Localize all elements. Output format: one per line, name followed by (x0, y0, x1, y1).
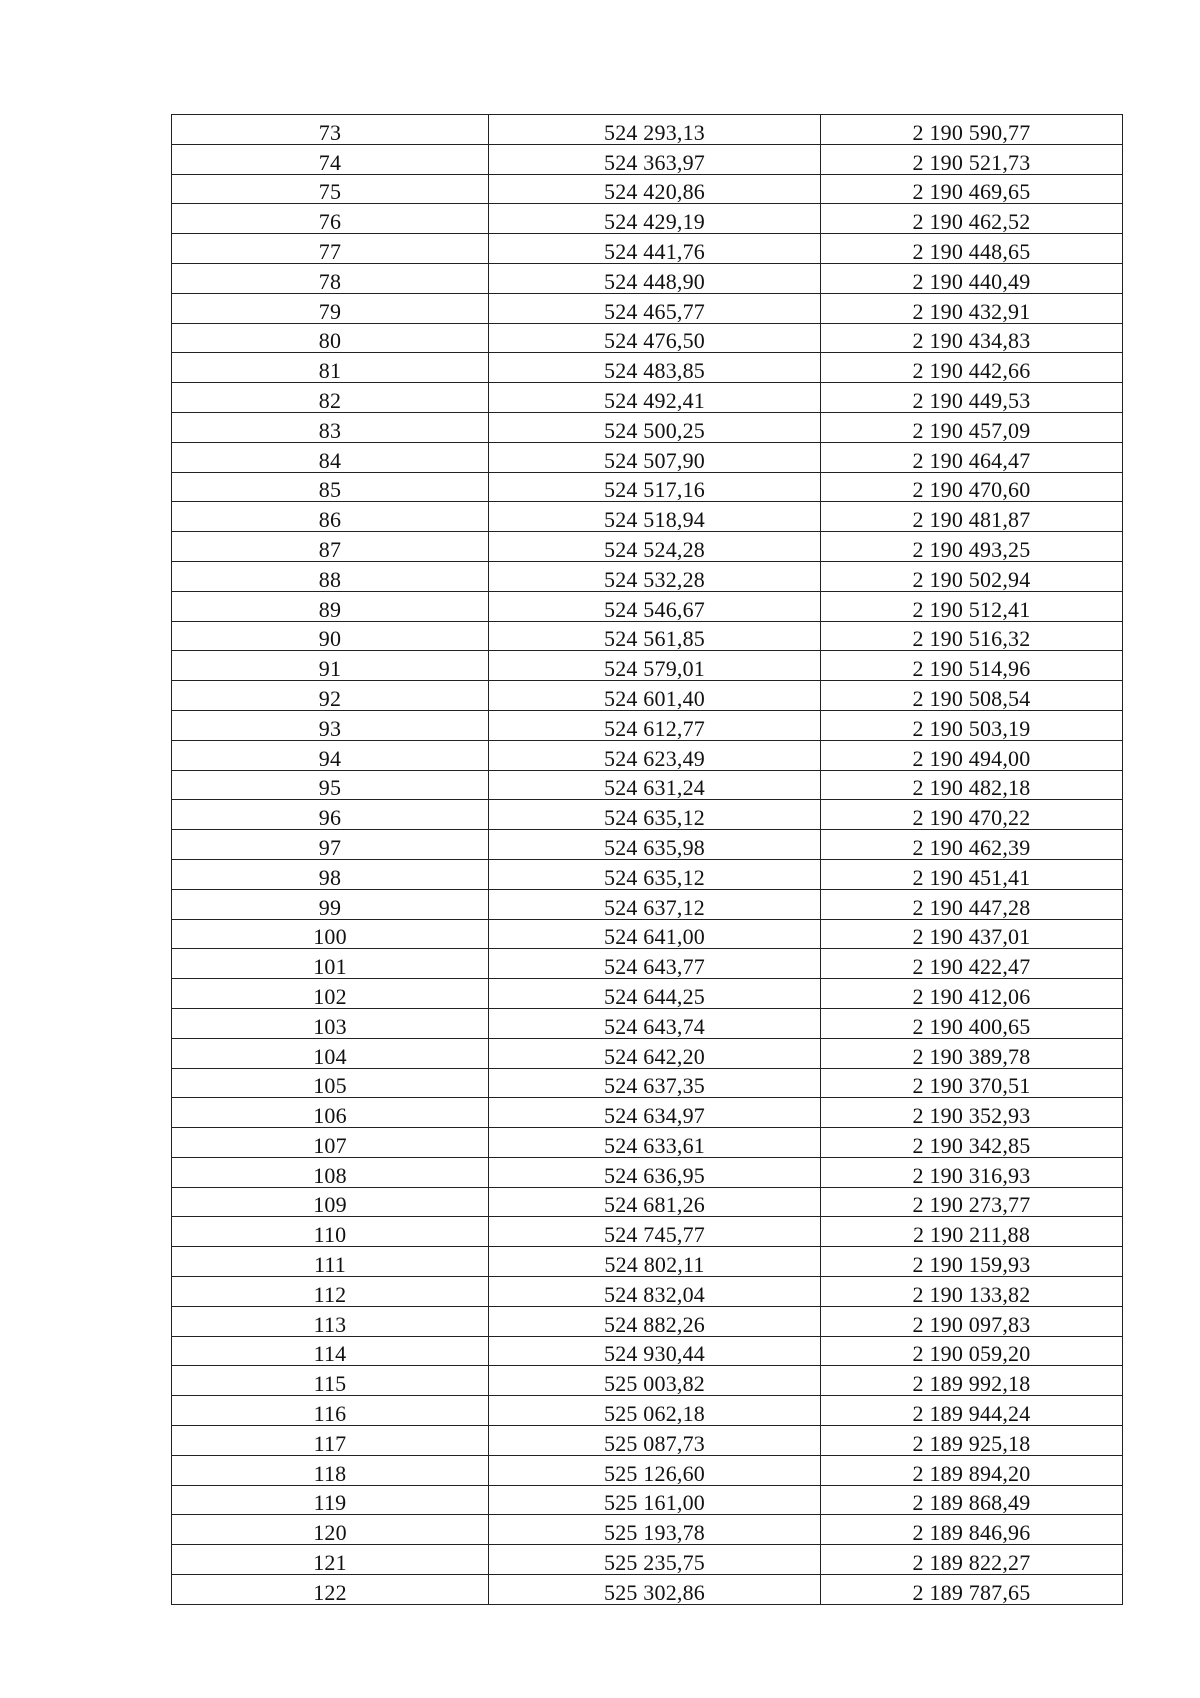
table-row (172, 1396, 1123, 1426)
y-coordinate-cell: 2 190 470,60 (821, 472, 1123, 502)
point-number-cell: 110 (172, 1217, 489, 1247)
table-row (172, 740, 1123, 770)
point-number-cell: 104 (172, 1038, 489, 1068)
point-number-cell: 120 (172, 1515, 489, 1545)
x-coordinate-cell: 524 476,50 (489, 323, 821, 353)
y-coordinate-cell: 2 189 868,49 (821, 1485, 1123, 1515)
y-coordinate-cell: 2 190 437,01 (821, 919, 1123, 949)
x-coordinate-cell: 525 126,60 (489, 1455, 821, 1485)
y-coordinate-cell: 2 190 590,77 (821, 115, 1123, 145)
y-coordinate-cell: 2 189 846,96 (821, 1515, 1123, 1545)
x-coordinate-cell: 524 633,61 (489, 1128, 821, 1158)
table-row (172, 115, 1123, 145)
table-row (172, 412, 1123, 442)
table-row (172, 1426, 1123, 1456)
y-coordinate-cell: 2 190 482,18 (821, 770, 1123, 800)
point-number-cell: 75 (172, 174, 489, 204)
point-number-cell: 106 (172, 1098, 489, 1128)
point-number-cell: 74 (172, 144, 489, 174)
x-coordinate-cell: 524 681,26 (489, 1187, 821, 1217)
y-coordinate-cell: 2 190 440,49 (821, 263, 1123, 293)
point-number-cell: 91 (172, 651, 489, 681)
x-coordinate-cell: 524 641,00 (489, 919, 821, 949)
point-number-cell: 96 (172, 800, 489, 830)
table-row (172, 830, 1123, 860)
point-number-cell: 107 (172, 1128, 489, 1158)
table-row (172, 174, 1123, 204)
y-coordinate-cell: 2 189 894,20 (821, 1455, 1123, 1485)
point-number-cell: 90 (172, 621, 489, 651)
table-row (172, 1575, 1123, 1605)
x-coordinate-cell: 524 293,13 (489, 115, 821, 145)
table-row (172, 1306, 1123, 1336)
x-coordinate-cell: 524 930,44 (489, 1336, 821, 1366)
table-row (172, 263, 1123, 293)
table-row (172, 293, 1123, 323)
table-row (172, 1217, 1123, 1247)
y-coordinate-cell: 2 190 389,78 (821, 1038, 1123, 1068)
x-coordinate-cell: 524 643,74 (489, 1008, 821, 1038)
table-row (172, 1515, 1123, 1545)
x-coordinate-cell: 524 441,76 (489, 234, 821, 264)
y-coordinate-cell: 2 190 494,00 (821, 740, 1123, 770)
x-coordinate-cell: 525 161,00 (489, 1485, 821, 1515)
y-coordinate-cell: 2 190 464,47 (821, 442, 1123, 472)
point-number-cell: 122 (172, 1575, 489, 1605)
table-row (172, 323, 1123, 353)
table-row (172, 621, 1123, 651)
table-row (172, 561, 1123, 591)
point-number-cell: 77 (172, 234, 489, 264)
x-coordinate-cell: 524 546,67 (489, 591, 821, 621)
y-coordinate-cell: 2 190 159,93 (821, 1247, 1123, 1277)
x-coordinate-cell: 524 500,25 (489, 412, 821, 442)
point-number-cell: 99 (172, 889, 489, 919)
point-number-cell: 103 (172, 1008, 489, 1038)
table-row (172, 1277, 1123, 1307)
table-row (172, 442, 1123, 472)
y-coordinate-cell: 2 190 370,51 (821, 1068, 1123, 1098)
coordinates-table (171, 114, 1123, 1605)
x-coordinate-cell: 524 832,04 (489, 1277, 821, 1307)
point-number-cell: 86 (172, 502, 489, 532)
y-coordinate-cell: 2 190 447,28 (821, 889, 1123, 919)
x-coordinate-cell: 524 637,12 (489, 889, 821, 919)
point-number-cell: 117 (172, 1426, 489, 1456)
coordinates-table-body (172, 115, 1123, 1605)
y-coordinate-cell: 2 190 516,32 (821, 621, 1123, 651)
x-coordinate-cell: 524 518,94 (489, 502, 821, 532)
table-row (172, 1545, 1123, 1575)
x-coordinate-cell: 524 623,49 (489, 740, 821, 770)
point-number-cell: 108 (172, 1157, 489, 1187)
x-coordinate-cell: 524 635,12 (489, 800, 821, 830)
table-row (172, 144, 1123, 174)
x-coordinate-cell: 524 644,25 (489, 979, 821, 1009)
point-number-cell: 93 (172, 710, 489, 740)
table-row (172, 1038, 1123, 1068)
x-coordinate-cell: 524 532,28 (489, 561, 821, 591)
point-number-cell: 121 (172, 1545, 489, 1575)
table-row (172, 651, 1123, 681)
x-coordinate-cell: 524 643,77 (489, 949, 821, 979)
y-coordinate-cell: 2 190 400,65 (821, 1008, 1123, 1038)
table-row (172, 1336, 1123, 1366)
table-row (172, 681, 1123, 711)
y-coordinate-cell: 2 190 493,25 (821, 532, 1123, 562)
table-row (172, 800, 1123, 830)
table-row (172, 919, 1123, 949)
point-number-cell: 119 (172, 1485, 489, 1515)
table-row (172, 383, 1123, 413)
y-coordinate-cell: 2 190 469,65 (821, 174, 1123, 204)
point-number-cell: 92 (172, 681, 489, 711)
point-number-cell: 105 (172, 1068, 489, 1098)
point-number-cell: 87 (172, 532, 489, 562)
y-coordinate-cell: 2 190 457,09 (821, 412, 1123, 442)
y-coordinate-cell: 2 190 133,82 (821, 1277, 1123, 1307)
point-number-cell: 80 (172, 323, 489, 353)
y-coordinate-cell: 2 190 449,53 (821, 383, 1123, 413)
point-number-cell: 115 (172, 1366, 489, 1396)
table-row (172, 1068, 1123, 1098)
table-row (172, 979, 1123, 1009)
point-number-cell: 73 (172, 115, 489, 145)
table-row (172, 889, 1123, 919)
x-coordinate-cell: 524 492,41 (489, 383, 821, 413)
x-coordinate-cell: 524 483,85 (489, 353, 821, 383)
point-number-cell: 97 (172, 830, 489, 860)
y-coordinate-cell: 2 189 822,27 (821, 1545, 1123, 1575)
point-number-cell: 113 (172, 1306, 489, 1336)
x-coordinate-cell: 525 062,18 (489, 1396, 821, 1426)
table-row (172, 1455, 1123, 1485)
table-row (172, 949, 1123, 979)
point-number-cell: 76 (172, 204, 489, 234)
table-row (172, 770, 1123, 800)
table-row (172, 502, 1123, 532)
table-row (172, 1157, 1123, 1187)
y-coordinate-cell: 2 189 925,18 (821, 1426, 1123, 1456)
table-row (172, 591, 1123, 621)
x-coordinate-cell: 524 507,90 (489, 442, 821, 472)
y-coordinate-cell: 2 190 097,83 (821, 1306, 1123, 1336)
y-coordinate-cell: 2 190 508,54 (821, 681, 1123, 711)
x-coordinate-cell: 524 448,90 (489, 263, 821, 293)
point-number-cell: 109 (172, 1187, 489, 1217)
y-coordinate-cell: 2 190 451,41 (821, 859, 1123, 889)
table-row (172, 532, 1123, 562)
table-row (172, 859, 1123, 889)
point-number-cell: 81 (172, 353, 489, 383)
x-coordinate-cell: 524 420,86 (489, 174, 821, 204)
point-number-cell: 112 (172, 1277, 489, 1307)
point-number-cell: 98 (172, 859, 489, 889)
y-coordinate-cell: 2 190 059,20 (821, 1336, 1123, 1366)
point-number-cell: 111 (172, 1247, 489, 1277)
point-number-cell: 78 (172, 263, 489, 293)
point-number-cell: 100 (172, 919, 489, 949)
point-number-cell: 88 (172, 561, 489, 591)
y-coordinate-cell: 2 189 944,24 (821, 1396, 1123, 1426)
table-row (172, 1187, 1123, 1217)
point-number-cell: 118 (172, 1455, 489, 1485)
x-coordinate-cell: 525 193,78 (489, 1515, 821, 1545)
table-row (172, 1128, 1123, 1158)
y-coordinate-cell: 2 190 442,66 (821, 353, 1123, 383)
y-coordinate-cell: 2 190 211,88 (821, 1217, 1123, 1247)
point-number-cell: 116 (172, 1396, 489, 1426)
y-coordinate-cell: 2 190 481,87 (821, 502, 1123, 532)
y-coordinate-cell: 2 190 422,47 (821, 949, 1123, 979)
y-coordinate-cell: 2 190 512,41 (821, 591, 1123, 621)
table-row (172, 234, 1123, 264)
x-coordinate-cell: 525 087,73 (489, 1426, 821, 1456)
table-row (172, 1485, 1123, 1515)
x-coordinate-cell: 524 612,77 (489, 710, 821, 740)
point-number-cell: 84 (172, 442, 489, 472)
table-row (172, 1366, 1123, 1396)
table-row (172, 710, 1123, 740)
y-coordinate-cell: 2 190 432,91 (821, 293, 1123, 323)
x-coordinate-cell: 524 429,19 (489, 204, 821, 234)
x-coordinate-cell: 524 579,01 (489, 651, 821, 681)
point-number-cell: 94 (172, 740, 489, 770)
y-coordinate-cell: 2 190 521,73 (821, 144, 1123, 174)
y-coordinate-cell: 2 190 316,93 (821, 1157, 1123, 1187)
x-coordinate-cell: 524 882,26 (489, 1306, 821, 1336)
x-coordinate-cell: 524 635,12 (489, 859, 821, 889)
y-coordinate-cell: 2 189 992,18 (821, 1366, 1123, 1396)
x-coordinate-cell: 524 636,95 (489, 1157, 821, 1187)
x-coordinate-cell: 524 642,20 (489, 1038, 821, 1068)
x-coordinate-cell: 525 235,75 (489, 1545, 821, 1575)
y-coordinate-cell: 2 190 462,39 (821, 830, 1123, 860)
point-number-cell: 82 (172, 383, 489, 413)
point-number-cell: 95 (172, 770, 489, 800)
point-number-cell: 102 (172, 979, 489, 1009)
x-coordinate-cell: 524 634,97 (489, 1098, 821, 1128)
table-row (172, 1098, 1123, 1128)
x-coordinate-cell: 524 517,16 (489, 472, 821, 502)
y-coordinate-cell: 2 190 502,94 (821, 561, 1123, 591)
x-coordinate-cell: 524 601,40 (489, 681, 821, 711)
x-coordinate-cell: 525 302,86 (489, 1575, 821, 1605)
x-coordinate-cell: 524 745,77 (489, 1217, 821, 1247)
x-coordinate-cell: 524 637,35 (489, 1068, 821, 1098)
x-coordinate-cell: 524 635,98 (489, 830, 821, 860)
table-row (172, 472, 1123, 502)
y-coordinate-cell: 2 190 448,65 (821, 234, 1123, 264)
point-number-cell: 79 (172, 293, 489, 323)
x-coordinate-cell: 524 524,28 (489, 532, 821, 562)
x-coordinate-cell: 524 363,97 (489, 144, 821, 174)
point-number-cell: 89 (172, 591, 489, 621)
table-row (172, 353, 1123, 383)
x-coordinate-cell: 524 561,85 (489, 621, 821, 651)
x-coordinate-cell: 524 802,11 (489, 1247, 821, 1277)
y-coordinate-cell: 2 190 352,93 (821, 1098, 1123, 1128)
point-number-cell: 83 (172, 412, 489, 442)
y-coordinate-cell: 2 190 470,22 (821, 800, 1123, 830)
y-coordinate-cell: 2 190 503,19 (821, 710, 1123, 740)
table-row (172, 1008, 1123, 1038)
point-number-cell: 85 (172, 472, 489, 502)
x-coordinate-cell: 525 003,82 (489, 1366, 821, 1396)
table-row (172, 204, 1123, 234)
point-number-cell: 101 (172, 949, 489, 979)
y-coordinate-cell: 2 190 434,83 (821, 323, 1123, 353)
y-coordinate-cell: 2 190 514,96 (821, 651, 1123, 681)
y-coordinate-cell: 2 190 342,85 (821, 1128, 1123, 1158)
y-coordinate-cell: 2 190 412,06 (821, 979, 1123, 1009)
y-coordinate-cell: 2 190 273,77 (821, 1187, 1123, 1217)
x-coordinate-cell: 524 465,77 (489, 293, 821, 323)
x-coordinate-cell: 524 631,24 (489, 770, 821, 800)
y-coordinate-cell: 2 190 462,52 (821, 204, 1123, 234)
y-coordinate-cell: 2 189 787,65 (821, 1575, 1123, 1605)
table-row (172, 1247, 1123, 1277)
point-number-cell: 114 (172, 1336, 489, 1366)
